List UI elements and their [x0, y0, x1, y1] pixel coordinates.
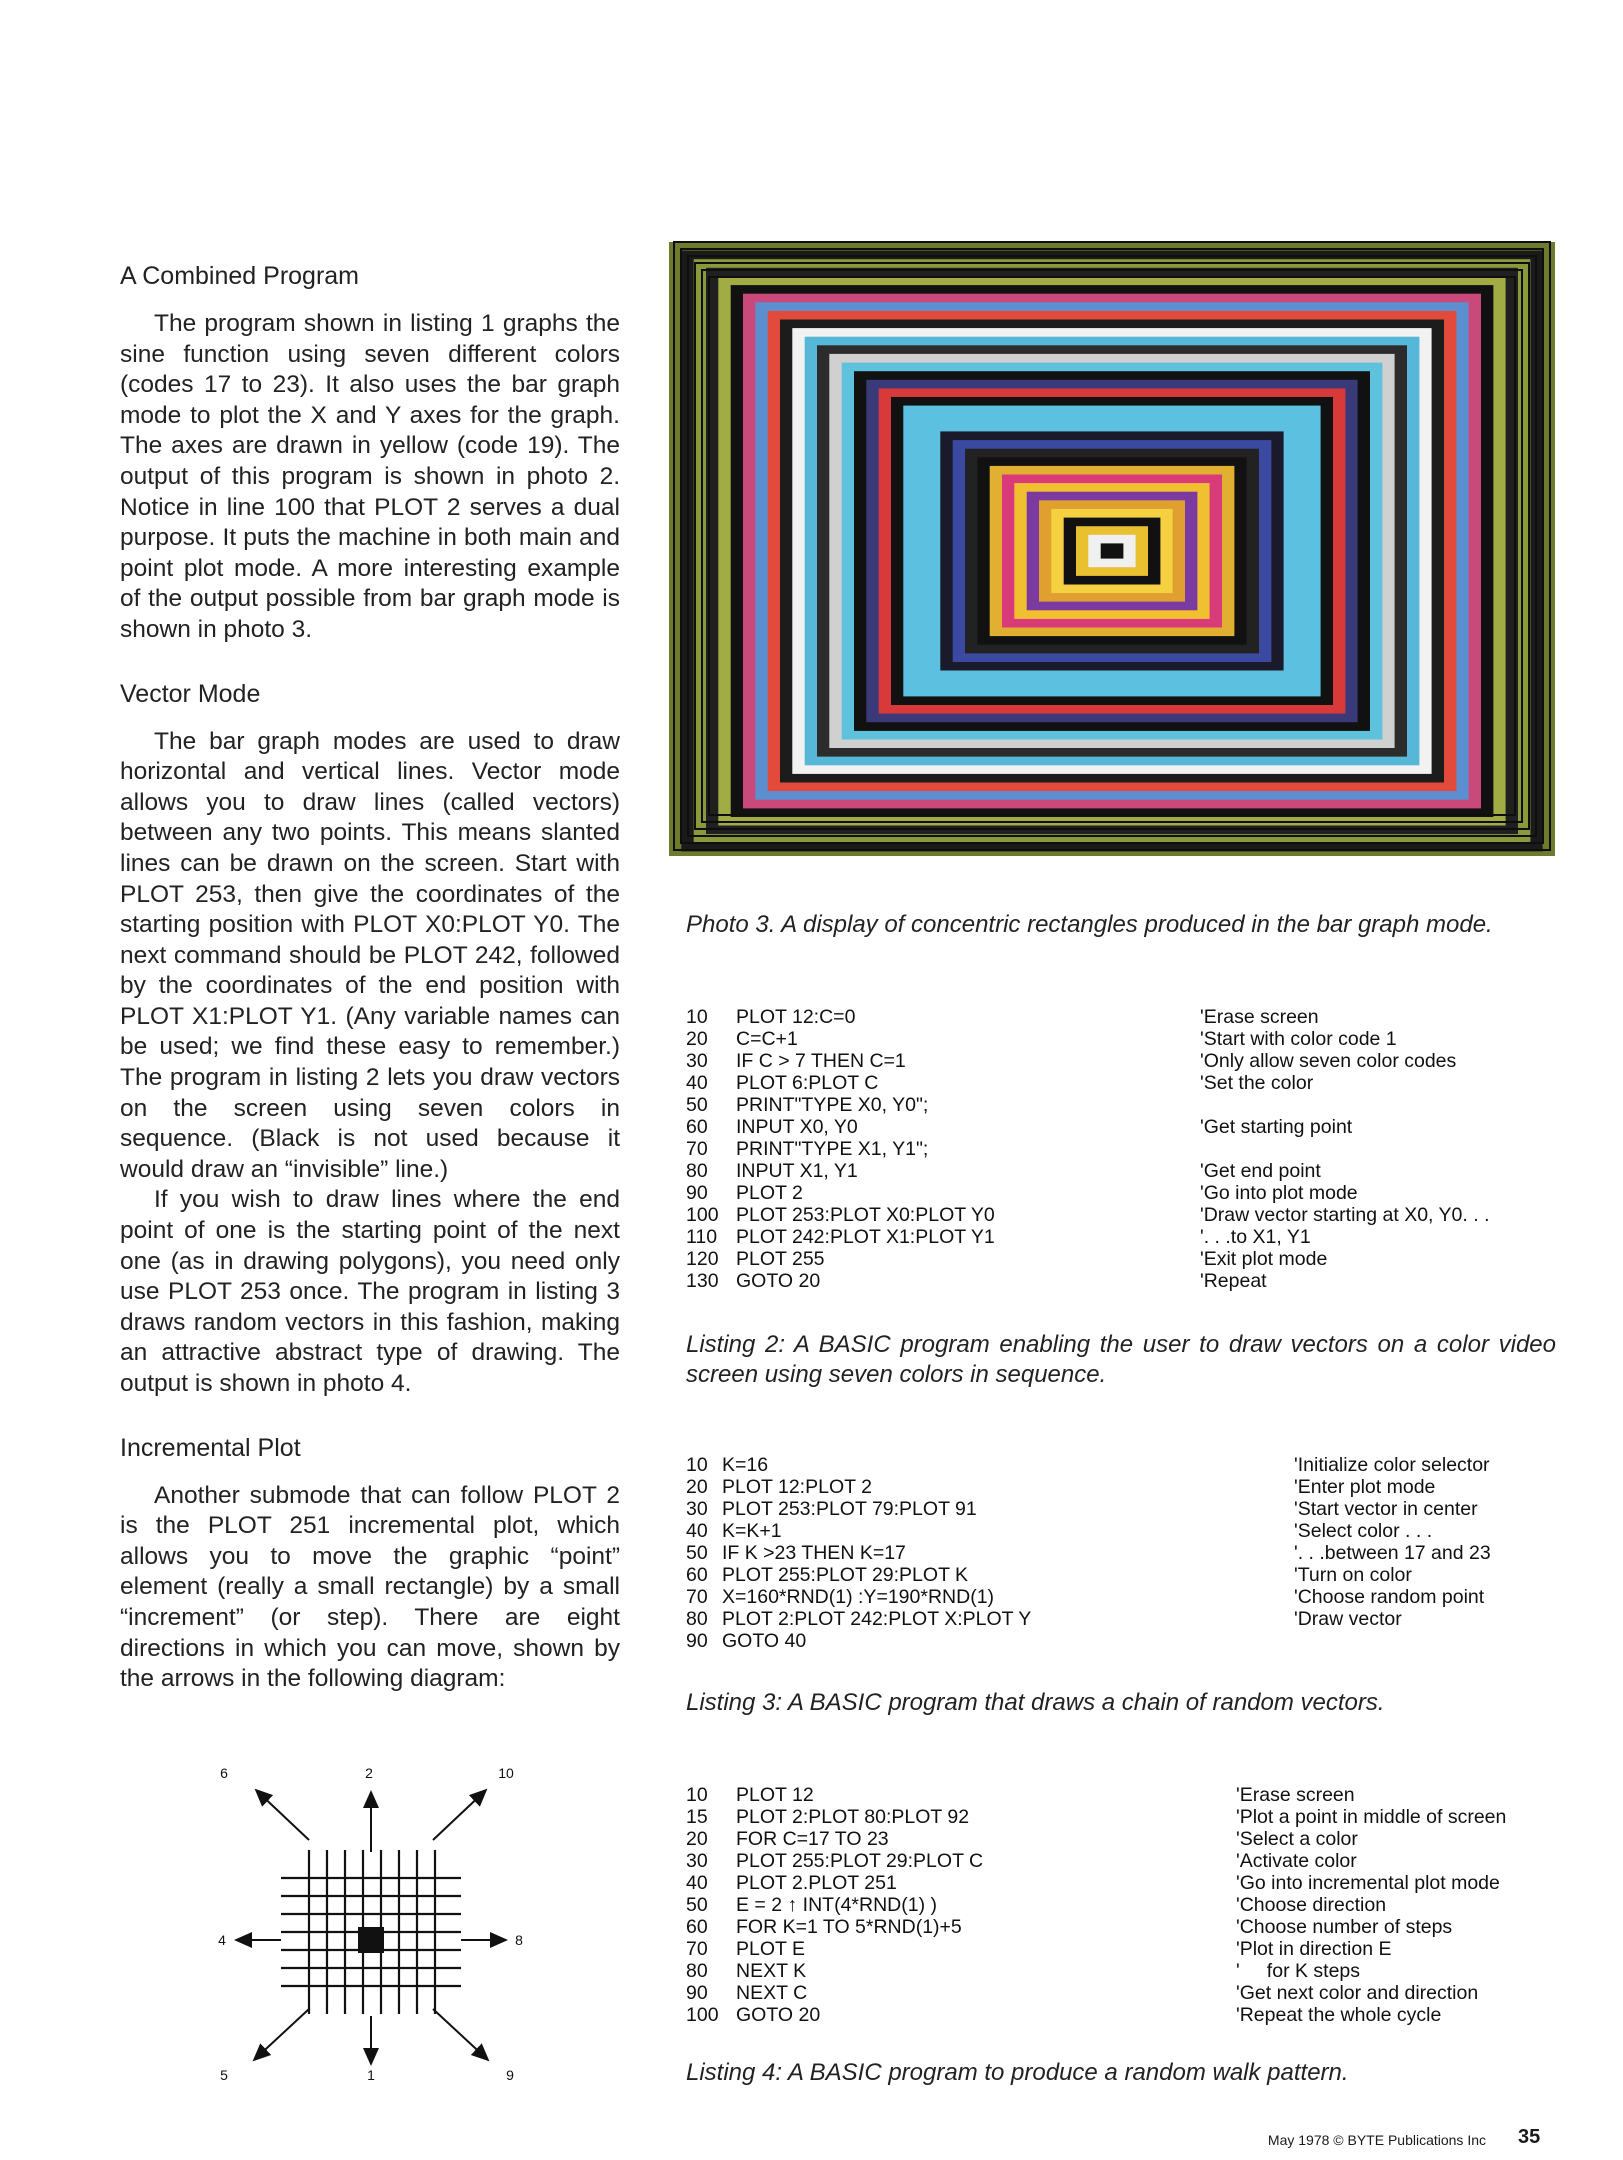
line-number: 60: [686, 1564, 708, 1586]
paragraph: Another submode that can follow PLOT 2 is the PLOT 251 incremental plot, which allows you to move the graphic “point” element (really a small rectangle) by a small “increment” (or step). There are eight directions in which you can move, shown by the arrows in the following diagram:: [120, 1481, 620, 1693]
code-text: X=160*RND(1) :Y=190*RND(1): [722, 1586, 995, 1608]
line-number: 20: [686, 1476, 708, 1498]
line-number: 80: [686, 1160, 708, 1182]
code-text: INPUT X1, Y1: [736, 1160, 858, 1182]
listing-3: [686, 1454, 1566, 1654]
line-number: 90: [686, 1982, 708, 2004]
line-number: 110: [686, 1226, 718, 1248]
label-nw: 6: [220, 1765, 228, 1781]
arrow-sw: [254, 2009, 309, 2060]
label-ne: 10: [498, 1765, 514, 1781]
code-text: PLOT 253:PLOT X0:PLOT Y0: [736, 1204, 995, 1226]
line-number: 40: [686, 1872, 708, 1894]
code-text: PLOT 253:PLOT 79:PLOT 91: [722, 1498, 977, 1520]
code-comment: 'Get next color and direction: [1236, 1982, 1479, 2004]
code-comment: 'Start vector in center: [1294, 1498, 1478, 1520]
code-line: [686, 1094, 1566, 1116]
code-line: [686, 1226, 1566, 1248]
code-text: K=K+1: [722, 1520, 782, 1542]
code-text: FOR K=1 TO 5*RND(1)+5: [736, 1916, 962, 1938]
line-number: 100: [686, 2004, 719, 2026]
paragraph: If you wish to draw lines where the end point of one is the starting point of the next one (as in drawing polygons), you need only use PLOT 253 once. The program in listing 3 draws random vectors in this fashion, making an attractive abstract type of drawing. The output is shown in photo 4.: [120, 1186, 620, 1397]
code-text: GOTO 20: [736, 2004, 821, 2026]
code-comment: 'Exit plot mode: [1200, 1248, 1328, 1270]
code-text: GOTO 20: [736, 1270, 821, 1292]
line-number: 40: [686, 1072, 708, 1094]
line-number: 70: [686, 1938, 708, 1960]
code-comment: ' for K steps: [1236, 1960, 1361, 1982]
rectangle-band: [1101, 543, 1124, 558]
code-comment: 'Select a color: [1236, 1828, 1358, 1850]
code-text: PRINT"TYPE X0, Y0";: [736, 1094, 929, 1116]
code-line: [686, 1608, 1566, 1630]
label-e: 8: [515, 1932, 523, 1948]
code-comment: 'Set the color: [1200, 1072, 1314, 1094]
photo-caption: Photo 3. A display of concentric rectangles produced in the bar graph mode.: [686, 911, 1493, 938]
line-number: 40: [686, 1520, 708, 1542]
code-line: [686, 1138, 1566, 1160]
line-number: 70: [686, 1586, 708, 1608]
line-number: 90: [686, 1182, 708, 1204]
code-line: [686, 1072, 1566, 1094]
code-line: [686, 1564, 1566, 1586]
code-text: FOR C=17 TO 23: [736, 1828, 889, 1850]
code-comment: 'Draw vector starting at X0, Y0. . .: [1200, 1204, 1490, 1226]
code-comment: 'Choose random point: [1294, 1586, 1485, 1608]
code-text: PLOT 12:PLOT 2: [722, 1476, 872, 1498]
listing-2-caption: Listing 2: A BASIC program enabling the user to draw vectors on a color video screen using seven colors in sequence.: [686, 1331, 1556, 1388]
arrow-nw: [256, 1790, 309, 1840]
code-text: INPUT X0, Y0: [736, 1116, 858, 1138]
page-number: 35: [1518, 2126, 1541, 2148]
code-comment: 'Erase screen: [1236, 1784, 1355, 1806]
article-left-column: [120, 262, 620, 1695]
code-text: NEXT C: [736, 1982, 808, 2004]
code-line: [686, 1248, 1566, 1270]
section-heading: A Combined Program: [120, 262, 360, 290]
code-text: PLOT 12:C=0: [736, 1006, 856, 1028]
code-line: [686, 1630, 1566, 1652]
code-line: [686, 1160, 1566, 1182]
code-text: PLOT 2:PLOT 80:PLOT 92: [736, 1806, 970, 1828]
line-number: 10: [686, 1006, 708, 1028]
section-heading: Incremental Plot: [120, 1433, 301, 1462]
code-comment: 'Initialize color selector: [1294, 1454, 1490, 1476]
code-text: PLOT 242:PLOT X1:PLOT Y1: [736, 1226, 995, 1248]
arrow-ne: [433, 1790, 486, 1840]
code-comment: 'Repeat the whole cycle: [1236, 2004, 1442, 2026]
line-number: 60: [686, 1916, 708, 1938]
label-w: 4: [218, 1932, 226, 1948]
line-number: 70: [686, 1138, 708, 1160]
direction-diagram: [206, 1764, 536, 2084]
line-number: 20: [686, 1028, 708, 1050]
code-comment: '. . .between 17 and 23: [1294, 1542, 1491, 1564]
listing-2: [686, 1006, 1566, 1296]
code-text: PLOT 255:PLOT 29:PLOT K: [722, 1564, 969, 1586]
code-comment: 'Activate color: [1236, 1850, 1357, 1872]
arrow-se: [433, 2009, 488, 2060]
photo-concentric-rectangles: [668, 236, 1556, 856]
code-line: [686, 1520, 1566, 1542]
code-line: [686, 1270, 1566, 1292]
line-number: 60: [686, 1116, 708, 1138]
code-text: K=16: [722, 1454, 769, 1476]
listing-4-caption: Listing 4: A BASIC program to produce a random walk pattern.: [686, 2059, 1349, 2086]
code-comment: 'Plot a point in middle of screen: [1236, 1806, 1507, 1828]
code-text: IF K >23 THEN K=17: [722, 1542, 906, 1564]
code-line: [686, 1006, 1566, 1028]
code-text: PLOT 255: [736, 1248, 825, 1270]
code-comment: 'Get end point: [1200, 1160, 1321, 1182]
code-line: [686, 1182, 1566, 1204]
line-number: 90: [686, 1630, 708, 1652]
code-text: PLOT 2:PLOT 242:PLOT X:PLOT Y: [722, 1608, 1032, 1630]
code-comment: 'Choose direction: [1236, 1894, 1387, 1916]
code-comment: 'Start with color code 1: [1200, 1028, 1397, 1050]
code-comment: 'Enter plot mode: [1294, 1476, 1436, 1498]
line-number: 15: [686, 1806, 708, 1828]
paragraph: The bar graph modes are used to draw horizontal and vertical lines. Vector mode allows you to draw lines (called vectors) between any two points. This means slanted lines can be drawn on the screen. Start with PLOT 253, then give the coordinates of the starting position with PLOT X0:PLOT Y0. The next command should be PLOT 242, followed by the coordinates of the end position with PLOT X1:PLOT Y1. (Any variable names can be used; we find these easy to remember.) The program in listing 2 lets you draw vectors on the screen using seven colors in sequence. (Black is not used because it would draw an “invisible” line.): [120, 727, 620, 1183]
line-number: 50: [686, 1094, 708, 1116]
code-text: PLOT 6:PLOT C: [736, 1072, 879, 1094]
line-number: 100: [686, 1204, 719, 1226]
code-line: [686, 1116, 1566, 1138]
footer-credit: May 1978 © BYTE Publications Inc: [1267, 2132, 1486, 2148]
code-comment: 'Choose number of steps: [1236, 1916, 1453, 1938]
code-text: C=C+1: [736, 1028, 798, 1050]
code-text: PLOT 12: [736, 1784, 814, 1806]
code-comment: 'Select color . . .: [1294, 1520, 1433, 1542]
code-comment: 'Draw vector: [1294, 1608, 1402, 1630]
code-text: PRINT"TYPE X1, Y1";: [736, 1138, 929, 1160]
line-number: 10: [686, 1784, 708, 1806]
code-comment: 'Repeat: [1200, 1270, 1267, 1292]
line-number: 80: [686, 1608, 708, 1630]
code-text: GOTO 40: [722, 1630, 807, 1652]
line-number: 80: [686, 1960, 708, 1982]
code-line: [686, 1894, 1566, 1916]
paragraph: The program shown in listing 1 graphs the sine function using seven different colors (codes 17 to 23). It also uses the bar graph mode to plot the X and Y axes for the graph. The axes are drawn in yellow (code 19). The output of this program is shown in photo 2. Notice in line 100 that PLOT 2 serves a dual purpose. It puts the machine in both main and point plot mode. A more interesting example of the output possible from bar graph mode is shown in photo 3.: [120, 310, 620, 643]
label-sw: 5: [220, 2067, 228, 2083]
line-number: 30: [686, 1498, 708, 1520]
code-text: IF C > 7 THEN C=1: [736, 1050, 906, 1072]
line-number: 130: [686, 1270, 719, 1292]
label-n: 2: [365, 1765, 373, 1781]
code-line: [686, 1028, 1566, 1050]
code-comment: 'Erase screen: [1200, 1006, 1319, 1028]
code-comment: '. . .to X1, Y1: [1200, 1226, 1311, 1248]
code-comment: 'Go into incremental plot mode: [1236, 1872, 1500, 1894]
code-line: [686, 1828, 1566, 1850]
code-comment: 'Turn on color: [1294, 1564, 1412, 1586]
line-number: 10: [686, 1454, 708, 1476]
code-text: PLOT 2: [736, 1182, 803, 1204]
code-line: [686, 1960, 1566, 1982]
line-number: 50: [686, 1894, 708, 1916]
code-text: NEXT K: [736, 1960, 807, 1982]
listing-4: [686, 1784, 1566, 2034]
code-text: PLOT 2.PLOT 251: [736, 1872, 897, 1894]
label-se: 9: [506, 2067, 514, 2083]
listing-3-caption: Listing 3: A BASIC program that draws a chain of random vectors.: [686, 1689, 1385, 1716]
line-number: 30: [686, 1050, 708, 1072]
code-line: [686, 1850, 1566, 1872]
line-number: 50: [686, 1542, 708, 1564]
code-text: PLOT 255:PLOT 29:PLOT C: [736, 1850, 984, 1872]
code-comment: 'Only allow seven color codes: [1200, 1050, 1457, 1072]
point-element: [358, 1927, 384, 1953]
line-number: 20: [686, 1828, 708, 1850]
section-heading: Vector Mode: [120, 679, 261, 708]
code-comment: 'Plot in direction E: [1236, 1938, 1392, 1960]
code-comment: 'Go into plot mode: [1200, 1182, 1358, 1204]
code-comment: 'Get starting point: [1200, 1116, 1353, 1138]
label-s: 1: [367, 2067, 375, 2083]
code-line: [686, 1784, 1566, 1806]
code-text: E = 2 ↑ INT(4*RND(1) ): [736, 1894, 937, 1916]
line-number: 120: [686, 1248, 719, 1270]
line-number: 30: [686, 1850, 708, 1872]
code-text: PLOT E: [736, 1938, 806, 1960]
code-line: [686, 1938, 1566, 1960]
